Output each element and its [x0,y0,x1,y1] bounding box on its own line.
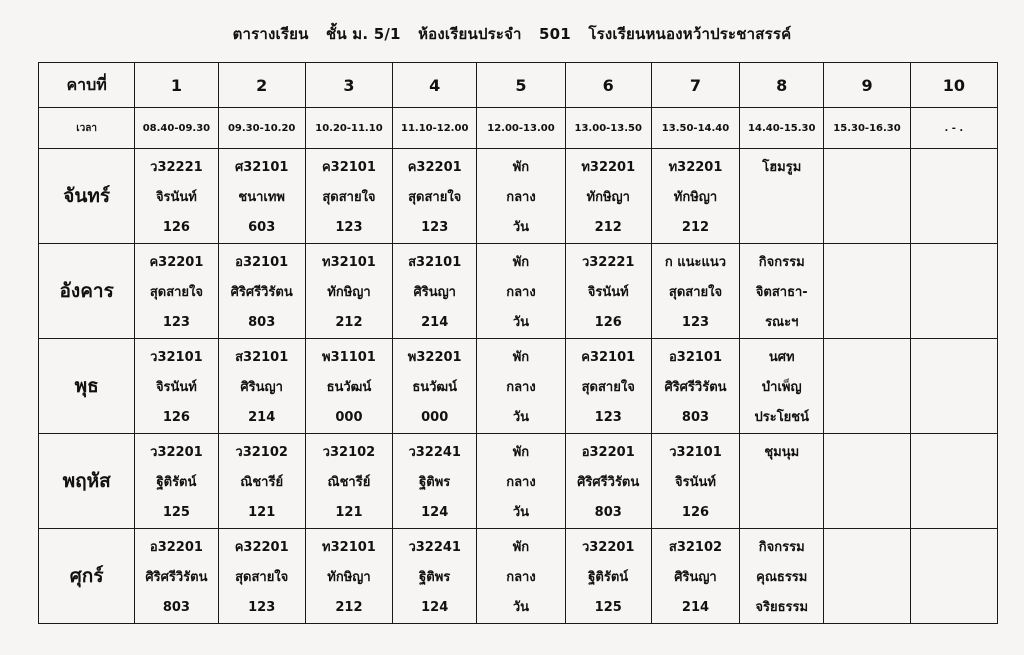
time-slot: 12.00-13.00 [477,108,565,149]
teacher-name: ทักษิญา [586,190,630,205]
course-code: ท32201 [581,160,636,175]
teacher-name: กลาง [506,380,536,395]
period-number: 7 [651,63,739,108]
title-school: โรงเรียนหนองหว้าประชาสรรค์ [588,25,792,43]
cell-content [219,149,305,243]
cell-content [219,434,305,528]
timetable-cell [135,529,218,624]
room-number: 125 [162,505,190,520]
room-number: 212 [681,220,710,235]
title-class: ชั้น ม. 5/1 [326,25,401,43]
time-slot: 13.50-14.40 [651,108,739,149]
course-code: โฮมรูม [762,160,802,175]
timetable-cell [565,244,651,339]
time-slot: 08.40-09.30 [135,108,218,149]
teacher-name: ณิชารีย์ [327,475,371,490]
timetable-cell [477,149,565,244]
room-number: 123 [248,600,276,615]
timetable-cell [305,244,392,339]
timetable-cell [910,244,997,339]
timetable-cell [218,529,305,624]
course-code: ว32101 [669,445,722,460]
timetable-cell [393,149,477,244]
cell-content [911,529,997,537]
course-code: พัก [512,160,530,175]
period-label: คาบที่ [39,63,135,108]
timetable-cell [565,529,651,624]
teacher-name: สุดสายใจ [408,190,462,205]
period-number: 10 [910,63,997,108]
cell-content [566,434,651,528]
room-number: 123 [162,315,190,330]
timetable-cell [305,434,392,529]
course-code: กิจกรรม [758,255,805,270]
course-code: พัก [512,350,530,365]
teacher-name: ศิรินญา [674,570,717,585]
cell-content [306,244,392,338]
timetable-cell [910,339,997,434]
course-code: ท32101 [322,540,376,555]
teacher-name: ฐิติรัตน์ [156,475,197,490]
room-number: 126 [681,505,710,520]
course-code: ค32201 [234,540,289,555]
cell-content [219,529,305,623]
cell-content [911,149,997,157]
timetable-cell [740,244,824,339]
day-row [39,339,998,434]
timetable-cell [565,434,651,529]
course-code: นศท [768,350,795,365]
timetable-cell [910,149,997,244]
cell-content [219,339,305,433]
timetable-cell [393,339,477,434]
teacher-name: ทักษิญา [327,570,371,585]
time-slot: 11.10-12.00 [393,108,477,149]
timetable-cell [740,434,824,529]
teacher-name: กลาง [506,190,536,205]
room-number: 121 [248,505,276,520]
time-label: เวลา [39,108,135,149]
period-number: 9 [824,63,910,108]
course-code: ท32201 [668,160,723,175]
teacher-name: ศิรินญา [413,285,456,300]
cell-content [652,149,739,243]
cell-content [306,339,392,433]
timetable-cell [305,529,392,624]
cell-content [135,529,217,623]
course-code: อ32101 [235,255,289,270]
timetable-cell [135,339,218,434]
cell-content [477,434,564,528]
course-code: ท32101 [322,255,376,270]
course-code: พัก [512,255,530,270]
cell-content [652,339,739,433]
cell-content [911,244,997,252]
teacher-name: ศิริศรีวิรัตน [664,380,727,395]
course-code: ค32101 [321,160,376,175]
day-row [39,244,998,339]
teacher-name: ธนวัฒน์ [326,380,372,395]
cell-content [740,149,823,179]
teacher-name: ธนวัฒน์ [412,380,458,395]
teacher-name: ชนาเทพ [238,190,285,205]
cell-content [566,244,651,338]
period-number: 2 [218,63,305,108]
time-slot: 13.00-13.50 [565,108,651,149]
cell-content [477,529,564,623]
room-number: ประโยชน์ [754,410,810,425]
room-number: 125 [594,600,622,615]
teacher-name: สุดสายใจ [149,285,204,300]
timetable-cell [218,339,305,434]
teacher-name: กลาง [506,475,536,490]
course-code: ว32102 [235,445,288,460]
course-code: ส32101 [408,255,462,270]
timetable-cell [477,339,565,434]
room-number: 126 [162,220,190,235]
course-code: ว32201 [581,540,635,555]
title-room: 501 [539,25,571,43]
timetable-cell [565,149,651,244]
timetable-cell [393,244,477,339]
time-slot: . - . [910,108,997,149]
teacher-name: จิรนันท์ [587,285,629,300]
course-code: กิจกรรม [758,540,805,555]
course-code: ว32221 [150,160,203,175]
day-name: จันทร์ [39,149,135,244]
room-number: 123 [594,410,622,425]
cell-content [652,244,739,338]
course-code: ค32201 [407,160,462,175]
teacher-name: กลาง [506,285,536,300]
cell-content [740,434,823,464]
teacher-name: ณิชารีย์ [240,475,284,490]
teacher-name: คุณธรรม [756,570,808,585]
timetable-cell [651,434,739,529]
teacher-name: ศิริศรีวิรัตน [145,570,208,585]
cell-content [393,339,476,433]
course-code: ก แนะแนว [664,255,727,270]
time-slot: 10.20-11.10 [305,108,392,149]
timetable-cell [135,149,218,244]
course-code: พัก [512,540,530,555]
timetable-cell [651,339,739,434]
room-number: 124 [421,600,449,615]
cell-content [911,339,997,347]
period-number: 6 [565,63,651,108]
room-number: วัน [512,410,530,425]
room-number: วัน [512,220,530,235]
day-name: พฤหัส [39,434,135,529]
timetable-cell [910,529,997,624]
room-number: 803 [162,600,190,615]
room-number: 000 [335,410,363,425]
course-code: พัก [512,445,530,460]
teacher-name: จิรนันท์ [675,475,716,490]
cell-content [393,244,476,338]
room-number: วัน [512,505,530,520]
day-row [39,529,998,624]
timetable-cell [135,434,218,529]
timetable-cell [477,529,565,624]
timetable-cell [218,434,305,529]
teacher-name: ศิริศรีวิรัตน [230,285,293,300]
teacher-name: จิรนันท์ [155,190,197,205]
cell-content [824,434,909,442]
course-code: ว32201 [150,445,203,460]
timetable-cell [393,434,477,529]
cell-content [393,529,476,623]
teacher-name: สุดสายใจ [668,285,723,300]
cell-content [740,339,823,433]
room-number: 212 [335,315,363,330]
title-timetable: ตารางเรียน [232,25,309,43]
course-code: อ32201 [149,540,203,555]
room-number: 123 [681,315,710,330]
cell-content [306,149,392,243]
course-code: อ32201 [581,445,635,460]
cell-content [652,529,739,623]
room-number: 803 [681,410,710,425]
room-number: 212 [594,220,622,235]
room-number: 123 [335,220,363,235]
timetable-cell [740,149,824,244]
teacher-name: กลาง [506,570,536,585]
cell-content [566,149,651,243]
cell-content [740,244,823,338]
room-number: 603 [248,220,276,235]
course-code: ว32241 [408,540,461,555]
course-code: ค32201 [149,255,204,270]
day-name: อังคาร [39,244,135,339]
cell-content [566,529,651,623]
cell-content [477,149,564,243]
teacher-name: บำเพ็ญ [761,380,802,395]
teacher-name: ทักษิญา [673,190,718,205]
room-number: จริยธรรม [755,600,809,615]
timetable-cell [218,149,305,244]
timetable-cell [910,434,997,529]
cell-content [824,244,909,252]
teacher-name: จิรนันท์ [155,380,197,395]
teacher-name: ฐิติพร [419,570,451,585]
cell-content [566,339,651,433]
course-code: ส32101 [235,350,289,365]
room-number: 803 [248,315,276,330]
teacher-name: ฐิติรัตน์ [588,570,629,585]
room-number: 123 [421,220,449,235]
cell-content [135,434,217,528]
period-number: 8 [740,63,824,108]
room-number: 803 [594,505,622,520]
period-number: 3 [305,63,392,108]
timetable [38,62,998,624]
teacher-name: สุดสายใจ [235,570,289,585]
timetable-cell [740,529,824,624]
timetable-cell [135,244,218,339]
room-number: 214 [248,410,276,425]
cell-content [740,529,823,623]
room-number: 214 [681,600,710,615]
course-code: อ32101 [668,350,723,365]
course-code: ว32241 [408,445,461,460]
course-code: ค32101 [581,350,636,365]
room-number: 000 [421,410,449,425]
day-row [39,434,998,529]
cell-content [652,434,739,528]
period-number: 4 [393,63,477,108]
time-slot: 14.40-15.30 [740,108,824,149]
day-name: ศุกร์ [39,529,135,624]
day-row [39,149,998,244]
course-code: ว32102 [322,445,376,460]
day-name: พุธ [39,339,135,434]
course-code: ศ32101 [234,160,289,175]
teacher-name: ทักษิญา [327,285,371,300]
course-code: พ32201 [407,350,462,365]
teacher-name: สุดสายใจ [581,380,635,395]
cell-content [824,529,909,537]
timetable-cell [651,529,739,624]
cell-content [135,244,217,338]
room-number: 126 [162,410,190,425]
cell-content [824,339,909,347]
timetable-cell [824,149,910,244]
room-number: วัน [512,600,530,615]
room-number: รณะฯ [765,315,799,330]
teacher-name: ศิรินญา [240,380,283,395]
course-code: พ31101 [322,350,376,365]
course-code: ว32101 [150,350,203,365]
course-code: ว32221 [581,255,635,270]
cell-content [477,339,564,433]
cell-content [306,529,392,623]
room-number: 214 [421,315,449,330]
timetable-cell [824,529,910,624]
cell-content [219,244,305,338]
room-number: 124 [421,505,449,520]
period-number: 5 [477,63,565,108]
page-title [0,22,1024,46]
teacher-name: ศิริศรีวิรัตน [577,475,640,490]
teacher-name: ฐิติพร [419,475,451,490]
teacher-name: สุดสายใจ [322,190,376,205]
title-homeroom-label: ห้องเรียนประจำ [418,25,522,43]
period-number: 1 [135,63,218,108]
time-slot: 15.30-16.30 [824,108,910,149]
timetable-cell [305,339,392,434]
room-number: วัน [512,315,530,330]
cell-content [477,244,564,338]
cell-content [135,339,217,433]
timetable-cell [740,339,824,434]
time-row [39,108,998,149]
timetable-cell [393,529,477,624]
timetable-cell [218,244,305,339]
cell-content [393,434,476,528]
cell-content [824,149,909,157]
cell-content [911,434,997,442]
course-code: ส32102 [668,540,723,555]
room-number: 121 [335,505,363,520]
time-slot: 09.30-10.20 [218,108,305,149]
timetable-cell [651,149,739,244]
timetable-cell [824,244,910,339]
period-header-row [39,63,998,108]
teacher-name: จิตสาธา- [755,285,808,300]
timetable-cell [824,339,910,434]
room-number: 212 [335,600,363,615]
course-code: ชุมนุม [764,445,800,460]
timetable-cell [651,244,739,339]
timetable-cell [565,339,651,434]
cell-content [393,149,476,243]
timetable-cell [305,149,392,244]
timetable-cell [824,434,910,529]
cell-content [306,434,392,528]
timetable-cell [477,244,565,339]
timetable-cell [477,434,565,529]
room-number: 126 [594,315,622,330]
cell-content [135,149,217,243]
